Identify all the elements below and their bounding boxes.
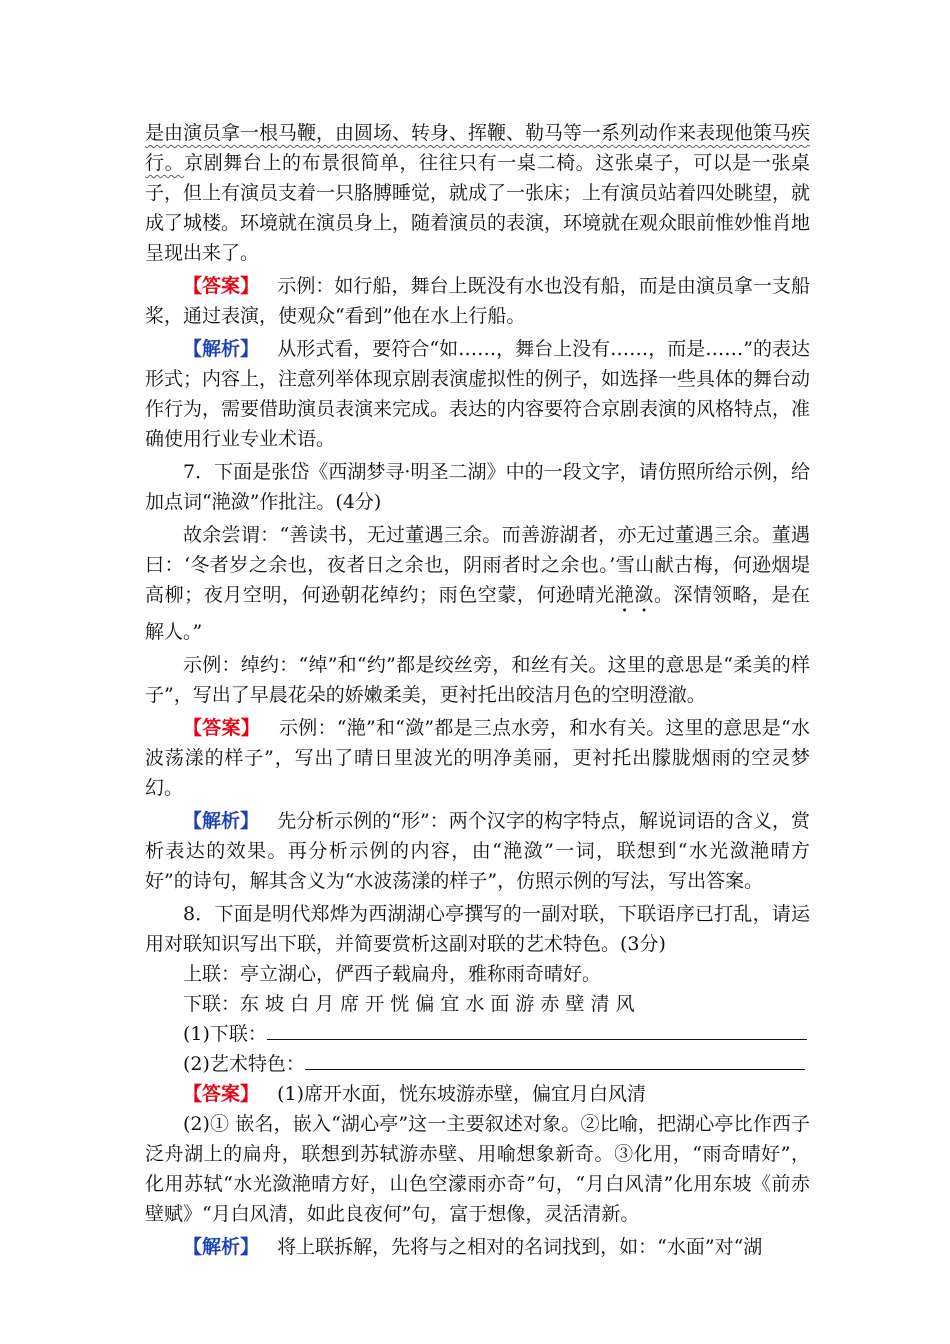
document-page <box>145 118 810 1262</box>
analysis-text: 从形式看，要符合“如……，舞台上没有……，而是……”的表达形式；内容上，注意列举体现京剧表演虚拟性的例子，如选择一些具体的舞台动作行为，需要借助演员表演来完成。表达的内容要符合京剧表演的风格特点，准确使用行业专业术语。 <box>145 338 811 450</box>
analysis-label: 【解析】 <box>183 1236 260 1258</box>
analysis-text: 先分析示例的“形”：两个汉字的构字特点，解说词语的含义，赏析表达的效果。再分析示例的内容，由“滟潋”一词，联想到“水光潋滟晴方好”的诗句，解其含义为“水波荡漾的样子”，仿照示例的写法，写出答案。 <box>145 810 810 892</box>
answer-label: 【答案】 <box>183 1083 260 1105</box>
passage-before: 故余尝谓：“善读书，无过董遇三余。而善游湖者，亦无过董遇三余。董遇曰：‘冬者岁之余也，夜者日之余也，阴雨者时之余也。’雪山献古梅，何逊烟堤高柳；夜月空明，何逊朝花绰约；雨色空蒙，何逊晴光 <box>145 524 810 606</box>
answer-text: 示例：“滟”和“潋”都是三点水旁，和水有关。这里的意思是“水波荡漾的样子”，写出了晴日里波光的明净美丽，更衬托出朦胧烟雨的空灵梦幻。 <box>145 717 810 799</box>
q8-blank-2 <box>145 1049 810 1079</box>
q8-answer-2: (2)① 嵌名，嵌入“湖心亭”这一主要叙述对象。②比喻，把湖心亭比作西子泛舟湖上的扁舟，联想到苏轼游赤壁、用喻想象新奇。③化用，“雨奇晴好”，化用苏轼“水光潋滟晴方好，山色空濛雨亦奇”句，“月白风清”化用东坡《前赤壁赋》“月白风清，如此良夜何”句，富于想像，灵活清新。 <box>145 1113 810 1225</box>
q8-question: 8．下面是明代郑烨为西湖湖心亭撰写的一副对联，下联语序已打乱，请运用对联知识写出下联，并简要赏析这副对联的艺术特色。(3分) <box>145 903 810 955</box>
analysis-label: 【解析】 <box>183 338 260 360</box>
passage-after: 。深情领略，是在解人。” <box>145 584 810 643</box>
q7-analysis <box>145 806 810 896</box>
passage-text: 京剧舞台上的布景很简单，往往只有一桌二椅。这张桌子，可以是一张桌子，但上有演员支着一只胳膊睡觉，就成了一张床；上有演员站着四处眺望，就成了城楼。环境就在演员身上，随着演员的表演，环境就在观众眼前惟妙惟肖地呈现出来了。 <box>145 152 811 264</box>
q8-upper-couplet: 上联：亭立湖心，俨西子载扁舟，雅称雨奇晴好。 <box>183 963 602 985</box>
q7-question: 7．下面是张岱《西湖梦寻·明圣二湖》中的一段文字，请仿照所给示例，给加点词“滟潋”作批注。(4分) <box>145 461 810 513</box>
q8-lower-couplet: 下联：东 坡 白 月 席 开 恍 偏 宜 水 面 游 赤 壁 清 风 <box>183 993 635 1015</box>
q6-analysis <box>145 334 810 454</box>
blank-label: (2)艺术特色： <box>183 1053 305 1075</box>
q8-answer <box>145 1079 810 1109</box>
q8-blank-1 <box>145 1019 810 1049</box>
analysis-text: 将上联拆解，先将与之相对的名词找到，如：“水面”对“湖 <box>277 1236 763 1258</box>
q8-analysis <box>145 1232 810 1262</box>
blank-label: (1)下联： <box>183 1023 267 1045</box>
answer-label: 【答案】 <box>183 717 261 739</box>
answer-text: 示例：如行船，舞台上既没有水也没有船，而是由演员拿一支船桨，通过表演，使观众“看到”他在水上行船。 <box>145 275 810 327</box>
q7-passage <box>145 520 810 647</box>
answer-blank-line <box>305 1049 805 1070</box>
q7-answer <box>145 713 810 803</box>
analysis-label: 【解析】 <box>183 810 260 832</box>
answer-text: (1)席开水面，恍东坡游赤壁，偏宜月白风清 <box>277 1083 647 1105</box>
q7-example: 示例：绰约：“绰”和“约”都是绞丝旁，和丝有关。这里的意思是“柔美的样子”，写出了早晨花朵的娇嫩柔美，更衬托出皎洁月色的空明澄澈。 <box>145 654 810 706</box>
passage-paragraph <box>145 118 810 268</box>
q6-answer <box>145 271 810 331</box>
answer-label: 【答案】 <box>183 275 260 297</box>
answer-blank-line <box>267 1019 807 1040</box>
wavy-underlined-text: 是由演员拿一根马鞭，由圆场、转身、挥鞭、勒马等一系列动作来表现他策马疾行。 <box>145 122 811 174</box>
dotted-word: 滟潋 <box>614 584 654 606</box>
